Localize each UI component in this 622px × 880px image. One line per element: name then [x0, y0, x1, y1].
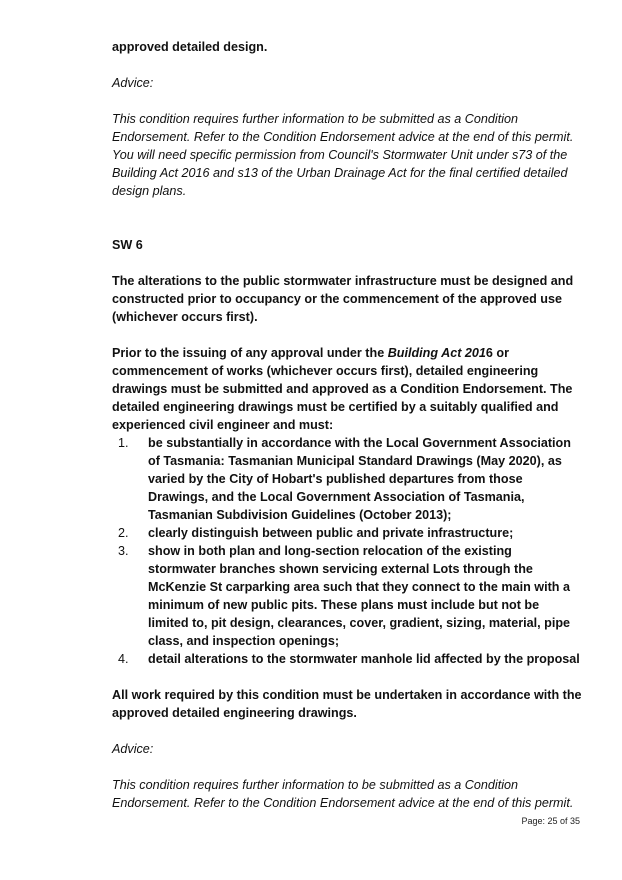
advice-heading: Advice: — [112, 76, 154, 90]
list-item-text: clearly distinguish between public and private infrastructure; — [148, 526, 514, 540]
intro-text-end: 6 or commencement of works (whichever occurs first), detailed engineering drawings must be submitted and approved as a Condition Endorsement. The detailed engineering drawings must be certified by a suitably qualified and experienced civil engineer and must: — [112, 346, 573, 432]
advice-text: This condition requires further information to be submitted as a Condition Endorsement. Refer to the Condition Endorsement advice at the end of this permit. — [112, 778, 574, 810]
list-item — [112, 524, 582, 542]
list-item-text: detail alterations to the stormwater manhole lid affected by the proposal — [148, 652, 580, 666]
list-item-number: 3. — [118, 544, 129, 558]
list-item-number: 4. — [118, 652, 129, 666]
list-item — [112, 650, 582, 668]
closing-text: All work required by this condition must be undertaken in accordance with the approved detailed engineering drawings. — [112, 688, 582, 720]
intro-text-start: Prior to the issuing of any approval under the — [112, 346, 388, 360]
requirements-list — [112, 434, 582, 668]
list-item-text: be substantially in accordance with the Local Government Association of Tasmania: Tasmanian Municipal Standard Drawings (May 2020), as varied by the City of Hobart's published departures from those Drawings, and the Local Government Association of Tasmania, Tasmanian Subdivision Guidelines (October 2013); — [148, 436, 571, 522]
page-content — [112, 38, 582, 812]
list-item-text: show in both plan and long-section relocation of the existing stormwater branches shown servicing external Lots through the McKenzie St carparking area such that they connect to the main with a minimum of new public pits. These plans must include but not be limited to, pit design, clearances, cover, gradient, sizing, material, pipe class, and inspection openings; — [148, 544, 571, 648]
act-name: Building Act 201 — [387, 346, 486, 360]
condition-text: The alterations to the public stormwater infrastructure must be designed and constructed prior to occupancy or the commencement of the approved use (whichever occurs first). — [112, 274, 574, 324]
advice-heading: Advice: — [112, 742, 154, 756]
continuation-text: approved detailed design. — [112, 40, 268, 54]
page-number: Page: 25 of 35 — [521, 816, 580, 826]
list-item — [112, 542, 582, 650]
requirements-intro — [112, 344, 582, 434]
list-item — [112, 434, 582, 524]
advice-text: This condition requires further information to be submitted as a Condition Endorsement. Refer to the Condition Endorsement advice at the end of this permit. You will need specific permission from Council's Stormwater Unit under s73 of the Building Act 2016 and s13 of the Urban Drainage Act for the final certified detailed design plans. — [112, 112, 574, 198]
list-item-number: 2. — [118, 526, 129, 540]
section-code: SW 6 — [112, 238, 143, 252]
list-item-number: 1. — [118, 436, 129, 450]
